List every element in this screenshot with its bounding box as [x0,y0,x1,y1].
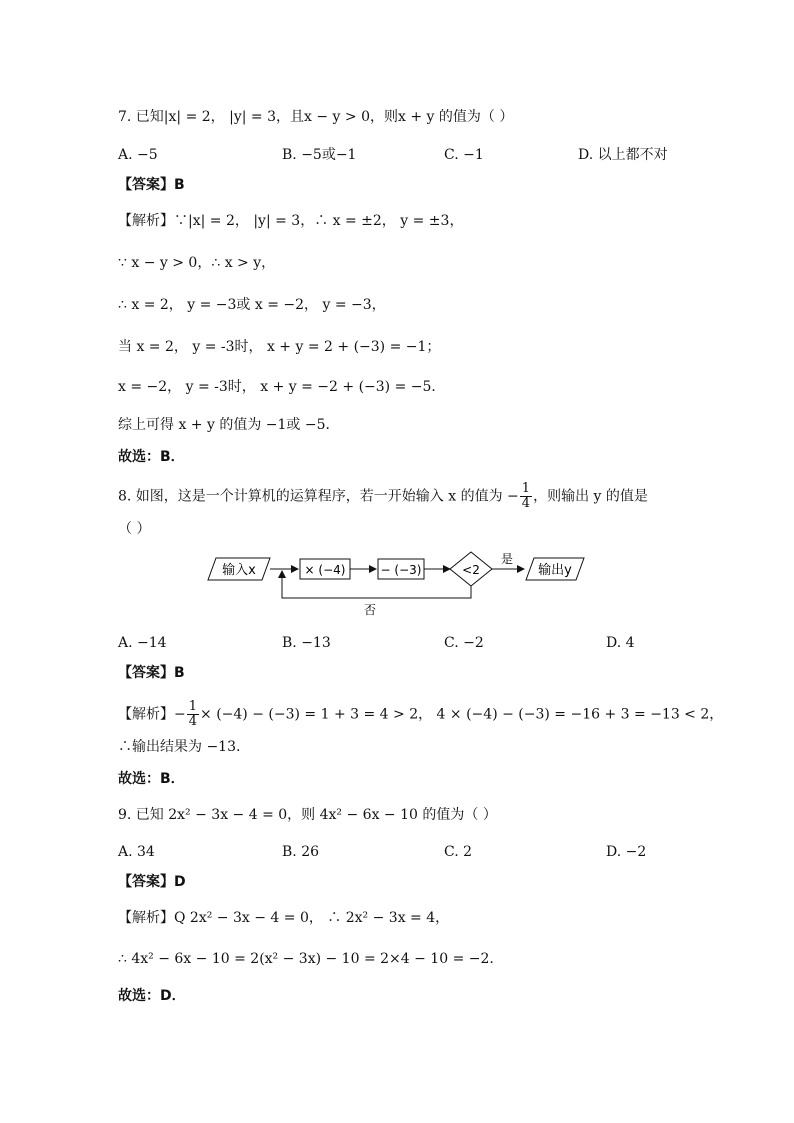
flow-condition-label: <2 [462,563,480,577]
q8-analysis-line: ∴输出结果为 −13. [118,739,241,755]
q8-stem [118,482,648,511]
q8-analysis-frac-num: 1 [188,699,198,714]
q7-analysis-line: 当 x = 2， y = -3时， x + y = 2 + (−3) = −1； [118,339,441,355]
q9-option-b: B. 26 [282,844,320,860]
q7-answer: 【答案】B [118,177,185,193]
q7-stem: 7. 已知|x| = 2， |y| = 3，且x − y > 0，则x + y 的值为（ ） [118,109,514,125]
q8-option-a: A. −14 [118,635,167,651]
q8-frac-num: 1 [521,481,531,496]
q8-analysis-line [118,700,723,729]
q9-analysis-line: 【解析】Q 2x² − 3x − 4 = 0， ∴ 2x² − 3x = 4， [118,910,450,926]
q8-stem-line2: （ ） [118,521,151,537]
q8-stem-pre: 8. 如图，这是一个计算机的运算程序，若一开始输入 x 的值为 − [118,488,519,505]
q8-analysis-frac-den: 4 [188,714,198,729]
q8-analysis-pre: 【解析】− [118,706,186,723]
q9-option-c: C. 2 [444,844,473,860]
q8-frac-den: 4 [521,496,531,511]
flow-output-label: 输出y [538,563,572,578]
q9-stem: 9. 已知 2x² − 3x − 4 = 0，则 4x² − 6x − 10 的值为（ ） [118,807,497,823]
q7-analysis-line: 综上可得 x + y 的值为 −1或 −5． [118,417,340,433]
q8-option-c: C. −2 [444,635,484,651]
q7-analysis-line: ∴ x = 2， y = −3或 x = −2， y = −3， [118,297,386,313]
q9-option-d: D. −2 [606,844,647,860]
q8-option-d: D. 4 [606,635,635,651]
flow-step1-label: × (−4) [304,563,346,577]
q9-option-a: A. 34 [118,844,155,860]
q7-option-c: C. −1 [444,147,484,163]
q9-choice: 故选：D． [118,988,186,1004]
flow-no-label: 否 [363,603,377,617]
q7-option-d: D. 以上都不对 [578,147,668,163]
q7-choice: 故选：B． [118,449,185,465]
flow-step2-label: − (−3) [380,563,422,577]
q9-analysis-line: ∴ 4x² − 6x − 10 = 2(x² − 3x) − 10 = 2×4 − 10 = −2. [118,951,494,967]
q8-analysis-post: × (−4) − (−3) = 1 + 3 = 4 > 2， 4 × (−4) − (−3) = −16 + 3 = −13 < 2， [200,706,724,723]
q8-answer: 【答案】B [118,665,185,681]
q8-flowchart [200,546,600,622]
q7-analysis-line: x = −2， y = -3时， x + y = −2 + (−3) = −5． [118,379,446,395]
q8-option-b: B. −13 [282,635,331,651]
q8-stem-post: ，则输出 y 的值是 [533,488,648,505]
flow-yes-label: 是 [500,552,514,566]
q9-answer: 【答案】D [118,874,186,890]
q7-option-a: A. −5 [118,147,158,163]
q8-choice: 故选：B． [118,771,185,787]
q7-analysis-line: 【解析】∵|x| = 2， |y| = 3，∴ x = ±2， y = ±3， [118,213,464,229]
q7-option-b: B. −5或−1 [282,147,357,163]
q8-stem-fraction [520,482,532,511]
q8-analysis-fraction [187,700,199,729]
flow-input-label: 输入x [222,563,256,578]
q7-analysis-line: ∵ x − y > 0，∴ x > y， [118,255,276,271]
